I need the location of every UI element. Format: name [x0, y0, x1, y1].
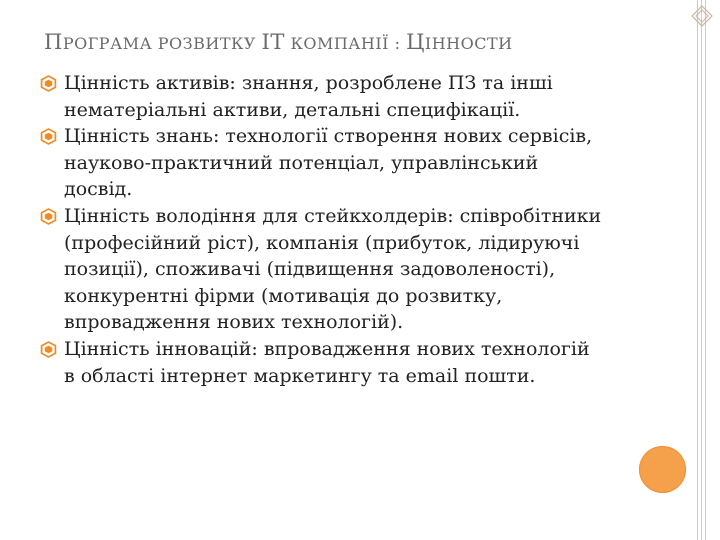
bullet-item [40, 336, 605, 389]
bullet-item [40, 70, 605, 123]
title-part: Ц [406, 30, 425, 54]
orange-circle-decoration [639, 446, 686, 493]
title-part: П [44, 30, 63, 54]
title-part: IT [261, 30, 285, 54]
hexagon-bullet-icon [40, 75, 57, 92]
hexagon-bullet-icon [40, 128, 57, 145]
title-part: ІННОСТИ [424, 34, 513, 53]
bullet-text: Цінність інновацій: впровадження нових технологій в області інтернет маркетингу та email пошти. [64, 337, 590, 387]
frame-line-right-3 [697, 0, 698, 540]
frame-line-right-2 [701, 0, 702, 540]
bullet-text: Цінність знань: технології створення нових сервісів, науково-практичний потенціал, управлінський досвід. [64, 125, 593, 201]
slide-title [44, 30, 624, 54]
bullet-list [40, 70, 605, 389]
bullet-text: Цінність володіння для стейкхолдерів: співробітники (професійний ріст), компанія (прибуток, лідируючі позиції), споживачі (підвищення задоволеності), конкурентні фірми (мотивація до розвитку, впровадження нових технологій). [64, 204, 602, 334]
bullet-item [40, 123, 605, 203]
hexagon-bullet-icon [40, 208, 57, 225]
title-part: КОМПАНІЇ : [284, 34, 407, 53]
bullet-item [40, 203, 605, 336]
title-part: РОГРАМА РОЗВИТКУ [62, 34, 262, 53]
diamond-ornament-icon [690, 4, 714, 28]
bullet-text: Цінність активів: знання, розроблене ПЗ та інші нематеріальні активи, детальні специфікації. [64, 72, 553, 121]
hexagon-bullet-icon [40, 341, 57, 358]
frame-line-right-1 [705, 0, 706, 540]
